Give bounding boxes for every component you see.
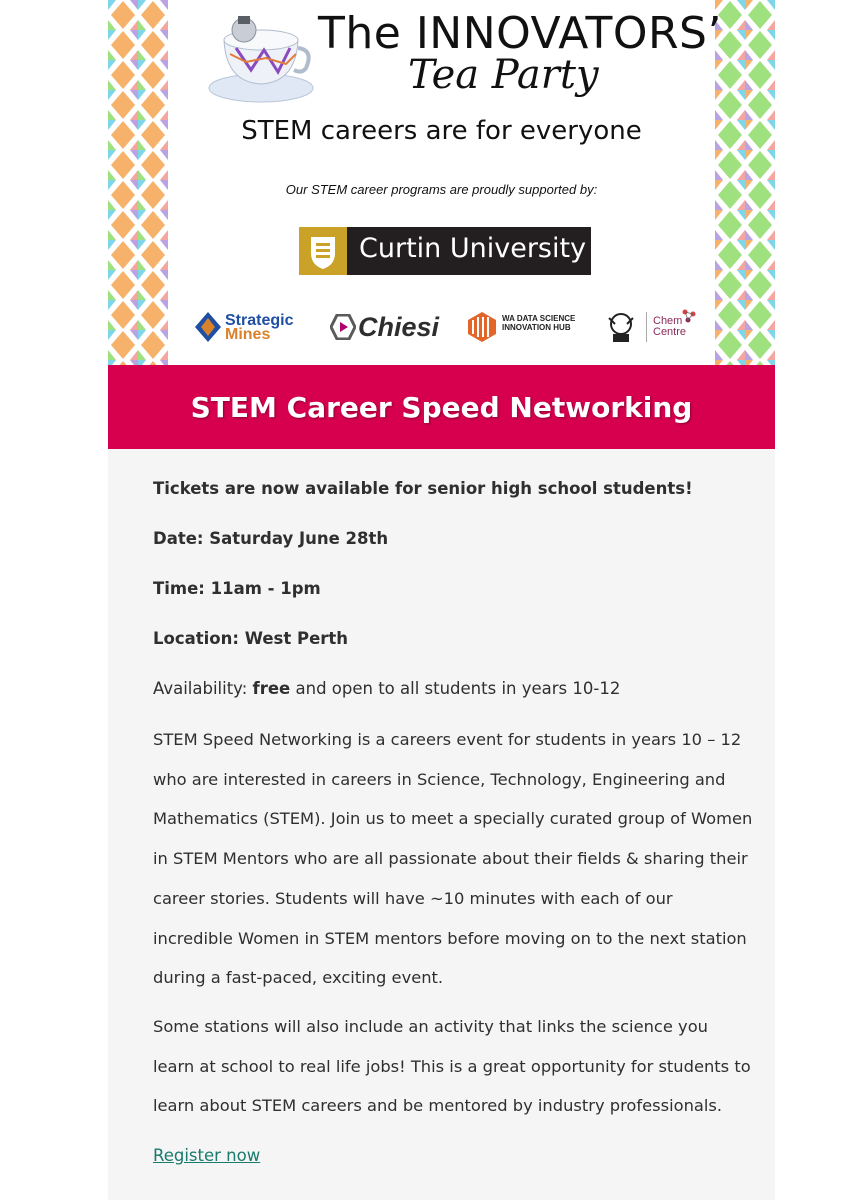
wa-data-science-hub-logo [468,308,578,348]
event-details [108,449,775,1200]
description-paragraph-1: STEM Speed Networking is a careers event for students in years 10 – 12 who are interested in careers in Science, Technology, Engineering and Mathematics (STEM). Join us to meet a specially curated group of Women in STEM Mentors who are all passionate about their fields & sharing their career stories. Students will have ~10 minutes with each of our incredible Women in STEM mentors before moving on to the next station during a fast-paced, exciting event. [153,730,753,988]
strategic-mines-line2: Mines [225,326,271,343]
headline-bar [108,365,775,449]
strategic-mines-icon [195,312,221,342]
strategic-mines-line1: Strategic [225,312,294,329]
event-location: Location: West Perth [153,629,349,648]
availability [153,679,753,698]
sponsor-intro: Our STEM career programs are proudly supported by: [285,182,598,197]
event-subtitle: Tea Party [408,52,599,98]
curtin-crest-icon [299,227,347,275]
chemcentre-line2: Centre [653,326,687,338]
availability-rest: and open to all students in years 10-12 [290,679,621,698]
availability-free: free [252,679,291,698]
government-crest-icon [603,310,639,346]
event-title: The INNOVATORS’ [318,8,722,59]
curtin-logo-text: Curtin University [359,233,587,264]
strategic-mines-logo [195,308,305,348]
chemcentre-line1: Chem [653,315,683,327]
chiesi-icon [330,314,356,340]
event-banner [108,0,775,365]
wa-data-hub-icon [468,312,496,342]
event-time: Time: 11am - 1pm [153,579,321,598]
tagline: STEM careers are for everyone [241,116,642,146]
tickets-announcement: Tickets are now available for senior high school students! [153,479,693,498]
molecule-icon [681,308,697,324]
teacup-icon [206,10,316,105]
headline: STEM Career Speed Networking [190,390,693,424]
chiesi-logo-text: Chiesi [358,312,440,342]
event-date: Date: Saturday June 28th [153,529,389,548]
chiesi-logo [330,308,445,348]
logo-divider [646,312,647,342]
register-now-link[interactable]: Register now [153,1146,261,1165]
wa-hub-line1: WA DATA SCIENCE [502,314,576,323]
description-paragraph-2: Some stations will also include an activity that links the science you learn at school to real life jobs! This is a great opportunity for students to learn about STEM careers and be mentored by industry professionals. [153,1017,751,1116]
curtin-university-logo [299,227,591,275]
wa-hub-line2: INNOVATION HUB [502,323,571,332]
availability-label: Availability: [153,679,253,698]
chemcentre-logo [603,308,703,348]
